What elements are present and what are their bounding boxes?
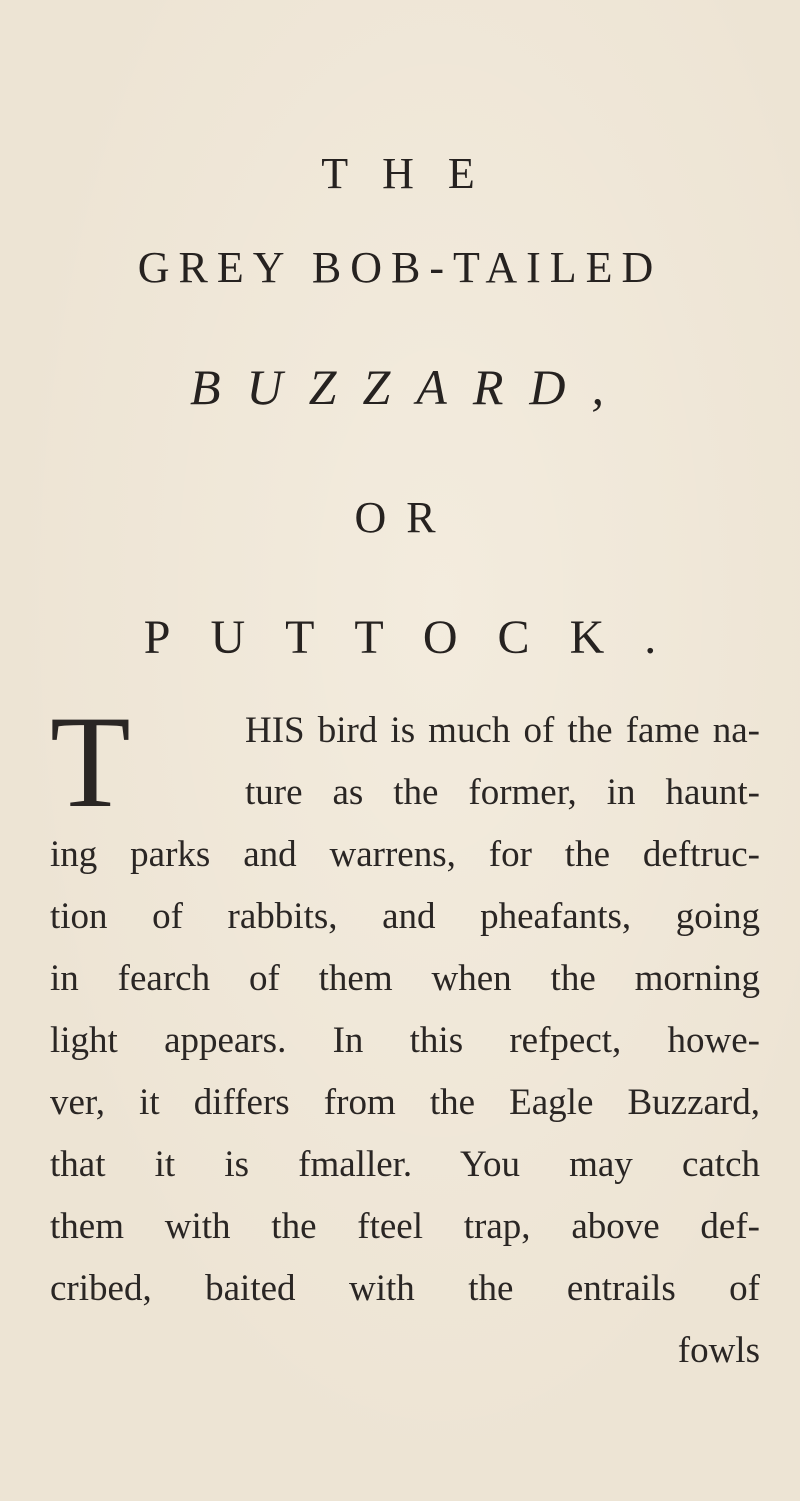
- heading-puttock: PUTTOCK.: [143, 611, 697, 664]
- heading-buzzard: BUZZARD,: [190, 359, 630, 415]
- heading-the: THE: [321, 149, 509, 198]
- text-line: that it is fmaller. You may catch: [50, 1144, 760, 1185]
- text-line: tion of rabbits, and pheafants, going: [50, 896, 760, 937]
- text-line: them with the fteel trap, above def-: [50, 1206, 760, 1247]
- text-line: ing parks and warrens, for the deftruc-: [50, 834, 760, 875]
- heading-grey-bob-tailed: GREY BOB-TAILED: [137, 243, 663, 292]
- text-line: ture as the former, in haunt-: [245, 772, 760, 813]
- text-line: HIS bird is much of the fame na-: [245, 710, 760, 751]
- text-line: ver, it differs from the Eagle Buzzard,: [50, 1082, 760, 1123]
- text-line: light appears. In this refpect, howe-: [50, 1020, 760, 1061]
- body-paragraph: [50, 688, 760, 1382]
- drop-cap: T: [50, 688, 131, 835]
- catchword: fowls: [677, 1330, 760, 1371]
- text-line: cribed, baited with the entrails of: [50, 1268, 760, 1309]
- text-line: in fearch of them when the morning: [50, 958, 760, 999]
- heading-or: OR: [354, 493, 456, 542]
